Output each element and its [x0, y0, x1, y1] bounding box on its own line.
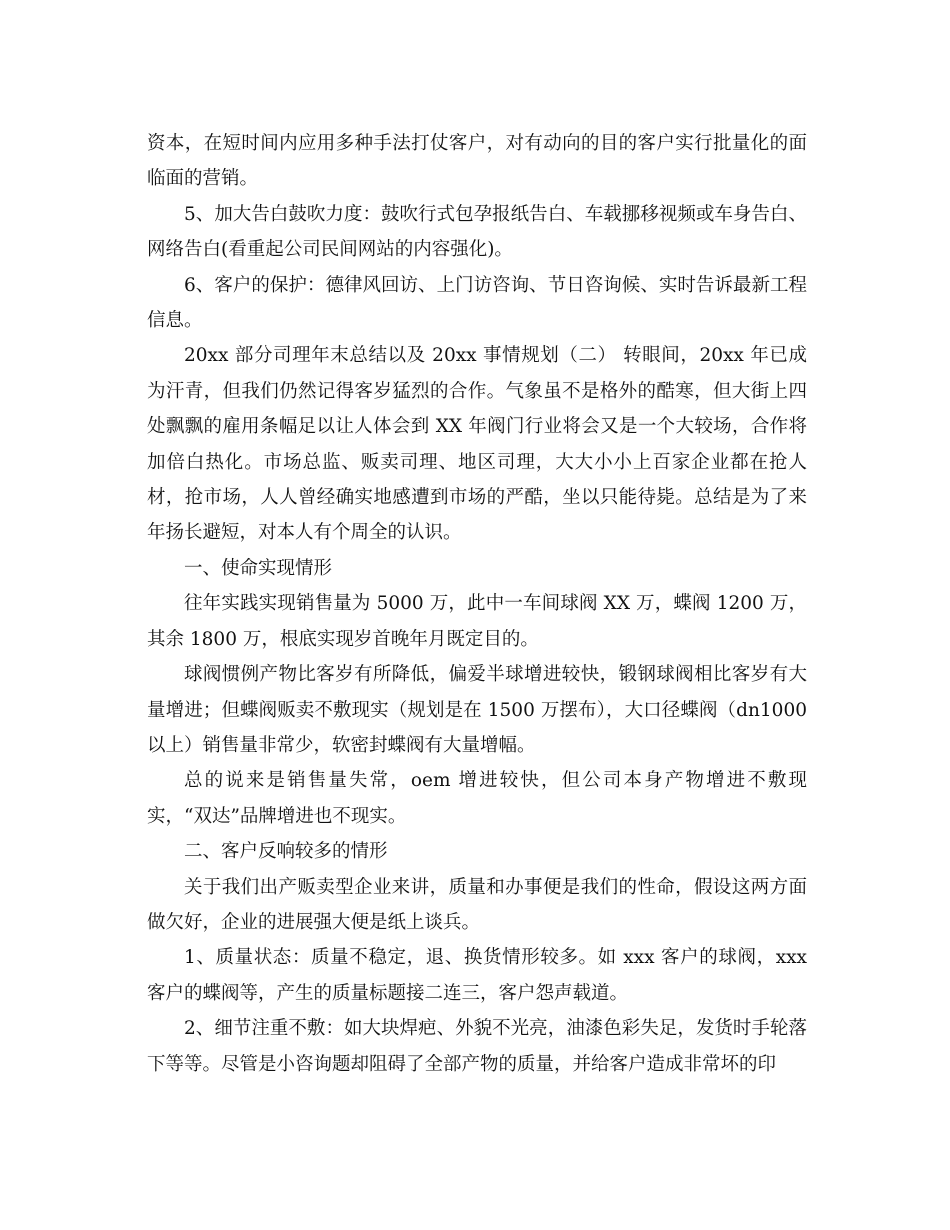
paragraph-7: 总的说来是销售量失常，oem 增进较快，但公司本身产物增进不敷现实，“双达”品牌增进也不现实。: [147, 770, 807, 827]
paragraph-10: 2、细节注重不敷：如大块焊疤、外貌不光亮，油漆色彩失足，发货时手轮落下等等。尽管是小咨询题却阻碍了全部产物的质量，并给客户造成非常坏的印: [147, 1018, 807, 1075]
paragraph-9: 1、质量状态：质量不稳定，退、换货情形较多。如 xxx 客户的球阀，xxx 客户的蝶阀等，产生的质量标题接二连三，客户怨声载道。: [147, 947, 807, 1004]
paragraph-1: 资本，在短时间内应用多种手法打仗客户，对有动向的目的客户实行批量化的面临面的营销。: [147, 133, 807, 190]
section-heading-2: 二、客户反响较多的情形: [184, 841, 388, 863]
paragraph-8: 关于我们出产贩卖型企业来讲，质量和办事便是我们的性命，假设这两方面做欠好，企业的进展强大便是纸上谈兵。: [147, 876, 807, 933]
paragraph-3: 6、客户的保护：德律风回访、上门访咨询、节日咨询候、实时告诉最新工程信息。: [147, 274, 807, 332]
paragraph-6: 球阀惯例产物比客岁有所降低，偏爱半球增进较快，锻钢球阀相比客岁有大量增进；但蝶阀贩卖不敷现实（规划是在 1500 万摆布），大口径蝶阀（dn1000 以上）销售量非常少，软密封蝶阀有大量增幅。: [147, 664, 807, 756]
paragraph-5: 往年实践实现销售量为 5000 万，此中一车间球阀 XX 万，蝶阀 1200 万，其余 1800 万，根底实现岁首晚年月既定目的。: [147, 593, 807, 650]
document-body: [147, 126, 807, 1082]
paragraph-2: 5、加大告白鼓吹力度：鼓吹行式包孕报纸告白、车载挪移视频或车身告白、网络告白(看重起公司民间网站的内容强化)。: [147, 203, 807, 261]
paragraph-4: 20xx 部分司理年末总结以及 20xx 事情规划（二） 转眼间，20xx 年已成为汗青，但我们仍然记得客岁猛烈的合作。气象虽不是格外的酷寒，但大街上四处飘飘的雇用条幅足以让人体会到 XX 年阀门行业将会又是一个大较场，合作将加倍白热化。市场总监、贩卖司理、地区司理，大大小小上百家企业都在抢人材，抢市场，人人曾经确实地感遭到市场的严酷，坐以只能待毙。总结是为了来年扬长避短，对本人有个周全的认识。: [147, 345, 807, 544]
section-heading-1: 一、使命实现情形: [184, 557, 333, 579]
